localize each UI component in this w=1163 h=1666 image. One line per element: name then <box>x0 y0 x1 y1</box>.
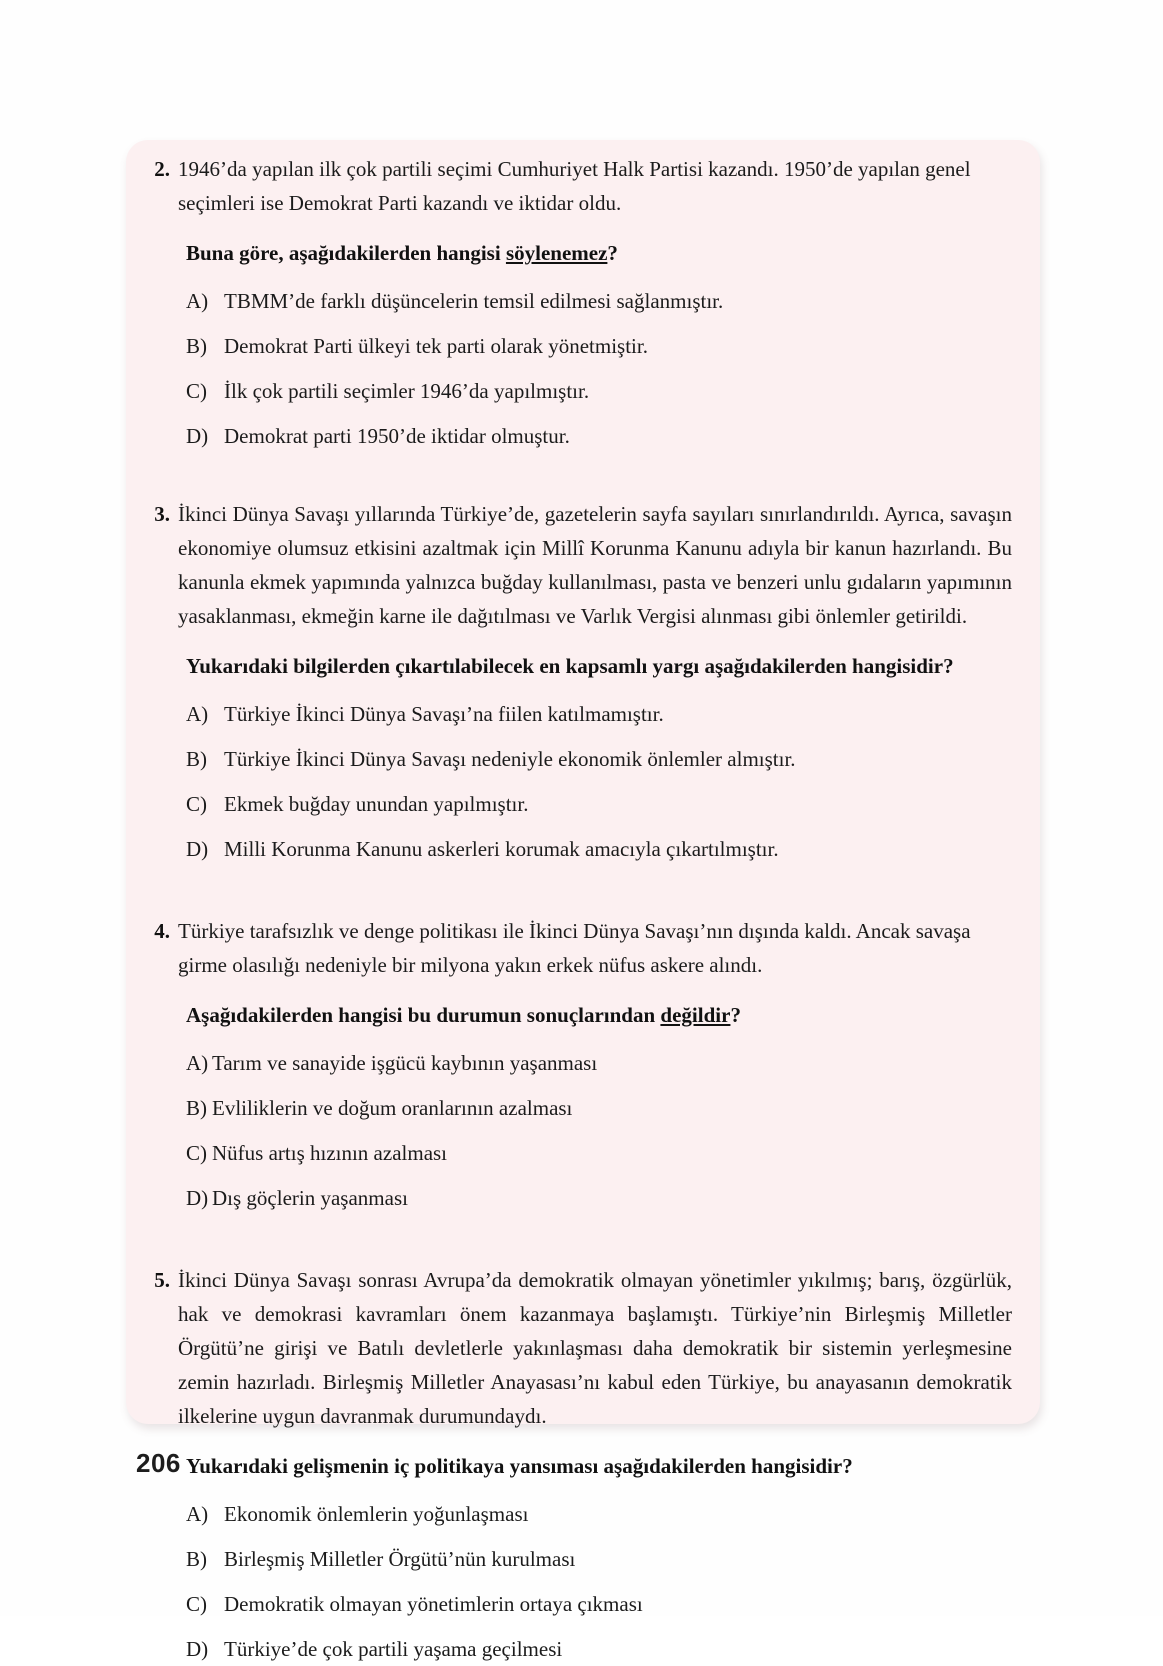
option-item[interactable] <box>186 1046 1012 1080</box>
option-text: Türkiye’de çok partili yaşama geçilmesi <box>224 1637 563 1661</box>
question-5-body <box>150 1263 1012 1433</box>
question-4-prompt-post: ? <box>730 1003 741 1027</box>
option-item[interactable] <box>186 1497 1012 1531</box>
question-2-number: 2. <box>154 157 170 181</box>
option-letter: A) <box>186 289 209 313</box>
question-3-prompt-pre: Yukarıdaki bilgilerden çıkartılabilecek en kapsamlı yargı aşağıdakilerden hangisidir? <box>186 654 954 678</box>
option-item[interactable] <box>186 1091 1012 1125</box>
question-4-stem: Türkiye tarafsızlık ve denge politikası ile İkinci Dünya Savaşı’nın dışında kaldı. Ancak savaşa girme olasılığı nedeniyle bir milyona yakın erkek nüfus askere alındı. <box>178 919 971 977</box>
option-letter: A) <box>186 1051 209 1075</box>
question-2-prompt-underline: söylenemez <box>505 241 608 265</box>
page-number: 206 <box>136 1448 181 1478</box>
option-item[interactable] <box>186 697 1012 731</box>
option-item[interactable] <box>186 742 1012 776</box>
question-5-stem: İkinci Dünya Savaşı sonrası Avrupa’da demokratik olmayan yönetimler yıkılmış; barış, özgürlük, hak ve demokrasi kavramları önem kazanmaya başlamıştı. Türkiye’nin Birleşmiş Milletler Örgütü’ne girişi ve Batılı devletlerle yakınlaşması daha demokratik bir sistemin yerleşmesine zemin hazırladı. Birleşmiş Milletler Anayasası’nı kabul eden Türkiye, bu anayasanın demokratik ilkelerine uygun davranmak durumundaydı. <box>178 1268 1012 1428</box>
option-letter: D) <box>186 424 209 448</box>
option-letter: C) <box>186 792 207 816</box>
question-2-prompt <box>186 236 1012 270</box>
option-text: İlk çok partili seçimler 1946’da yapılmıştır. <box>224 379 590 403</box>
option-item[interactable] <box>186 1632 1012 1666</box>
question-3-body <box>150 497 1012 633</box>
question-4 <box>150 914 1012 1215</box>
question-4-prompt-underline: değildir <box>660 1003 731 1027</box>
option-letter: D) <box>186 837 209 861</box>
option-text: Demokrat Parti ülkeyi tek parti olarak yönetmiştir. <box>224 334 648 358</box>
option-text: Tarım ve sanayide işgücü kaybının yaşanması <box>212 1051 598 1075</box>
question-4-number: 4. <box>154 919 170 943</box>
option-letter: B) <box>186 1096 207 1120</box>
option-letter: A) <box>186 702 209 726</box>
question-5-prompt <box>186 1449 1012 1483</box>
option-letter: B) <box>186 334 207 358</box>
option-text: TBMM’de farklı düşüncelerin temsil edilmesi sağlanmıştır. <box>224 289 724 313</box>
option-letter: C) <box>186 1592 207 1616</box>
option-item[interactable] <box>186 1181 1012 1215</box>
question-card-content <box>150 152 1012 1666</box>
option-letter: A) <box>186 1502 209 1526</box>
option-item[interactable] <box>186 329 1012 363</box>
question-2-options <box>186 284 1012 453</box>
option-text: Ekonomik önlemlerin yoğunlaşması <box>224 1502 529 1526</box>
option-text: Demokrat parti 1950’de iktidar olmuştur. <box>224 424 570 448</box>
question-5-prompt-pre: Yukarıdaki gelişmenin iç politikaya yansıması aşağıdakilerden hangisidir? <box>186 1454 853 1478</box>
option-item[interactable] <box>186 374 1012 408</box>
option-text: Ekmek buğday unundan yapılmıştır. <box>224 792 529 816</box>
question-2-prompt-post: ? <box>607 241 618 265</box>
option-letter: C) <box>186 379 207 403</box>
question-4-options <box>186 1046 1012 1215</box>
option-letter: D) <box>186 1186 209 1210</box>
option-letter: D) <box>186 1637 209 1661</box>
question-3-stem: İkinci Dünya Savaşı yıllarında Türkiye’de, gazetelerin sayfa sayıları sınırlandırıldı. Ayrıca, savaşın ekonomiye olumsuz etkisini azaltmak için Millî Korunma Kanunu adıyla bir kanun hazırlandı. Bu kanunla ekmek yapımında yalnızca buğday kullanılması, pasta ve benzeri unlu gıdaların yapımının yasaklanması, ekmeğin karne ile dağıtılması ve Varlık Vergisi alınması gibi önlemler getirildi. <box>178 502 1012 628</box>
option-item[interactable] <box>186 1136 1012 1170</box>
option-text: Milli Korunma Kanunu askerleri korumak amacıyla çıkartılmıştır. <box>224 837 779 861</box>
question-3-options <box>186 697 1012 866</box>
option-text: Demokratik olmayan yönetimlerin ortaya çıkması <box>224 1592 643 1616</box>
option-text: Türkiye İkinci Dünya Savaşı nedeniyle ekonomik önlemler almıştır. <box>224 747 796 771</box>
question-3 <box>150 497 1012 866</box>
question-2-body <box>150 152 1012 220</box>
option-item[interactable] <box>186 284 1012 318</box>
question-3-prompt <box>186 649 1012 683</box>
option-item[interactable] <box>186 787 1012 821</box>
question-5 <box>150 1263 1012 1666</box>
option-text: Birleşmiş Milletler Örgütü’nün kurulması <box>224 1547 576 1571</box>
option-letter: B) <box>186 747 207 771</box>
option-text: Dış göçlerin yaşanması <box>212 1186 408 1210</box>
question-4-body <box>150 914 1012 982</box>
option-text: Nüfus artış hızının azalması <box>212 1141 448 1165</box>
option-item[interactable] <box>186 419 1012 453</box>
option-item[interactable] <box>186 1542 1012 1576</box>
question-5-options <box>186 1497 1012 1666</box>
question-2-prompt-pre: Buna göre, aşağıdakilerden hangisi <box>186 241 506 265</box>
question-3-number: 3. <box>154 502 170 526</box>
question-2-stem: 1946’da yapılan ilk çok partili seçimi Cumhuriyet Halk Partisi kazandı. 1950’de yapılan genel seçimleri ise Demokrat Parti kazandı ve iktidar oldu. <box>178 157 971 215</box>
option-text: Türkiye İkinci Dünya Savaşı’na fiilen katılmamıştır. <box>224 702 664 726</box>
question-2 <box>150 152 1012 453</box>
question-4-prompt <box>186 998 1012 1032</box>
option-text: Evliliklerin ve doğum oranlarının azalması <box>212 1096 573 1120</box>
option-letter: B) <box>186 1547 207 1571</box>
question-4-prompt-pre: Aşağıdakilerden hangisi bu durumun sonuçlarından <box>186 1003 661 1027</box>
option-item[interactable] <box>186 832 1012 866</box>
question-5-number: 5. <box>154 1268 170 1292</box>
option-letter: C) <box>186 1141 207 1165</box>
